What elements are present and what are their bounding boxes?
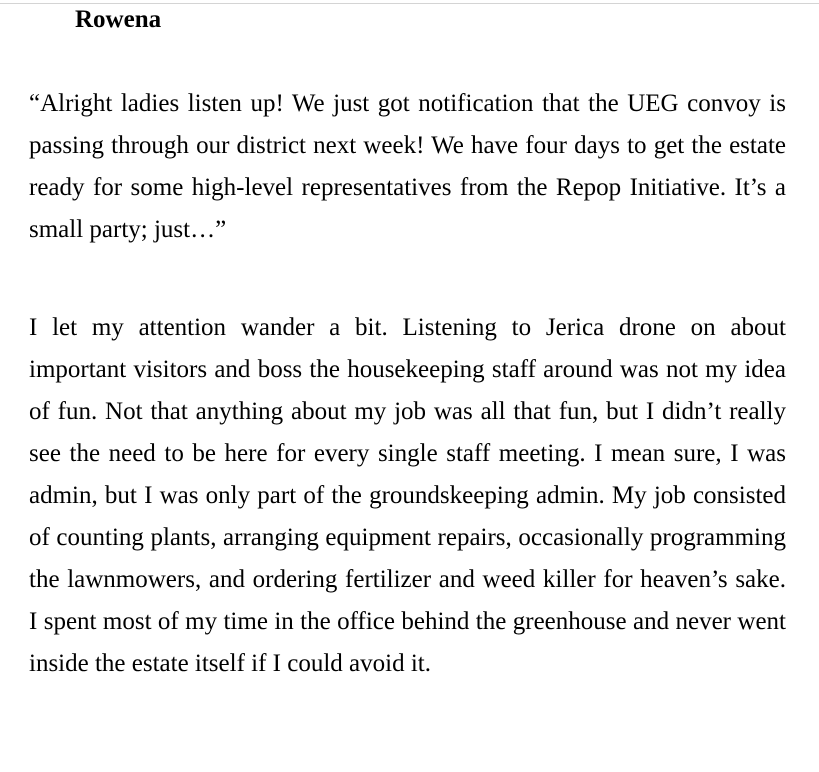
paragraph-dialogue: “Alright ladies listen up! We just got notification that the UEG convoy is passing through our district next week! We have four days to get the estate ready for some high-level representatives from the Repop Initiative. It’s a small party; just…” [29, 90, 786, 243]
chapter-heading: Rowena [75, 6, 162, 33]
top-divider [0, 3, 819, 4]
paragraph-narration: I let my attention wander a bit. Listening to Jerica drone on about important visitors and boss the housekeeping staff around was not my idea of fun. Not that anything about my job was all that fun, but I didn’t really see the need to be here for every single staff meeting. I mean sure, I was admin, but I was only part of the groundskeeping admin. My job consisted of counting plants, arranging equipment repairs, occasionally programming the lawnmowers, and ordering fertilizer and weed killer for heaven’s sake. I spent most of my time in the office behind the greenhouse and never went inside the estate itself if I could avoid it. [29, 314, 786, 677]
